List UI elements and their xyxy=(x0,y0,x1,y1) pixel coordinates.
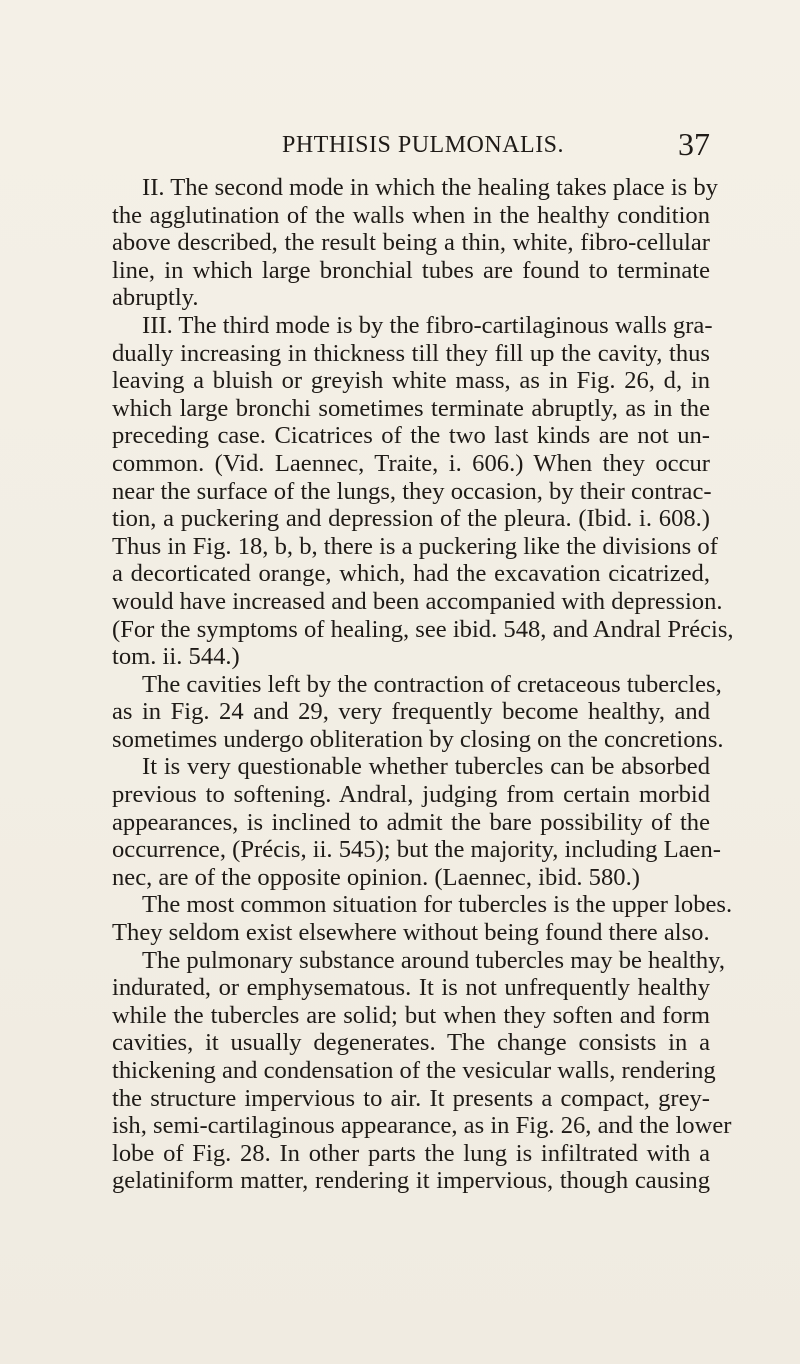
paragraph xyxy=(112,753,721,891)
text-line: line, in which large bronchial tubes are found to terminate xyxy=(112,256,710,284)
text-line: which large bronchi sometimes terminate abruptly, as in the xyxy=(112,394,710,422)
text-line: (For the symptoms of healing, see ibid. 548, and Andral Précis, xyxy=(112,615,734,643)
text-line: the structure impervious to air. It presents a compact, grey- xyxy=(112,1084,710,1112)
text-line: thickening and condensation of the vesicular walls, rendering xyxy=(112,1057,716,1084)
text-line: tom. ii. 544.) xyxy=(112,643,240,671)
text-line: the agglutination of the walls when in the healthy condition xyxy=(112,201,710,229)
text-line: above described, the result being a thin, white, fibro-cellular xyxy=(112,229,710,257)
text-line: tion, a puckering and depression of the pleura. (Ibid. i. 608.) xyxy=(112,505,710,533)
text-line: near the surface of the lungs, they occasion, by their contrac- xyxy=(112,477,712,505)
text-line: gelatiniform matter, rendering it impervious, though causing xyxy=(112,1167,710,1195)
text-line: cavities, it usually degenerates. The change consists in a xyxy=(112,1029,710,1057)
text-line: would have increased and been accompanied with depression. xyxy=(112,587,723,615)
text-line: indurated, or emphysematous. It is not unfrequently healthy xyxy=(112,974,710,1002)
text-line: sometimes undergo obliteration by closing on the concretions. xyxy=(112,725,724,753)
text-line: The pulmonary substance around tubercles may be healthy, xyxy=(142,946,725,974)
text-line: leaving a bluish or greyish white mass, as in Fig. 26, d, in xyxy=(112,367,710,395)
body-text xyxy=(112,174,734,1195)
page-number: 37 xyxy=(678,126,710,162)
text-line: Thus in Fig. 18, b, b, there is a puckering like the divisions of xyxy=(112,532,718,560)
paragraph xyxy=(112,946,732,1195)
text-line: abruptly. xyxy=(112,284,199,312)
paragraph xyxy=(112,891,733,947)
text-line: It is very questionable whether tubercles can be absorbed xyxy=(142,753,710,781)
text-line: The most common situation for tubercles is the upper lobes. xyxy=(142,891,733,919)
paragraph xyxy=(112,174,718,312)
text-line: nec, are of the opposite opinion. (Laennec, ibid. 580.) xyxy=(112,863,640,891)
text-line: previous to softening. Andral, judging from certain morbid xyxy=(112,781,710,809)
text-line: II. The second mode in which the healing takes place is by xyxy=(142,174,718,201)
running-title: PHTHISIS PULMONALIS. xyxy=(282,132,565,158)
running-head xyxy=(262,128,710,168)
text-line: ish, semi-cartilaginous appearance, as in Fig. 26, and the lower xyxy=(112,1112,732,1140)
text-line: common. (Vid. Laennec, Traite, i. 606.) When they occur xyxy=(112,449,710,477)
text-line: dually increasing in thickness till they fill up the cavity, thus xyxy=(112,339,710,367)
text-line: occurrence, (Précis, ii. 545); but the majority, including Laen- xyxy=(112,836,721,864)
paragraph xyxy=(112,311,734,671)
text-line: preceding case. Cicatrices of the two last kinds are not un- xyxy=(112,422,710,450)
text-line: a decorticated orange, which, had the excavation cicatrized, xyxy=(112,560,710,588)
text-line: while the tubercles are solid; but when they soften and form xyxy=(112,1001,710,1029)
text-line: III. The third mode is by the fibro-cartilaginous walls gra- xyxy=(142,311,713,339)
text-line: lobe of Fig. 28. In other parts the lung is infiltrated with a xyxy=(112,1139,710,1167)
text-line: The cavities left by the contraction of cretaceous tubercles, xyxy=(142,670,722,698)
text-line: as in Fig. 24 and 29, very frequently become healthy, and xyxy=(112,698,710,726)
text-line: They seldom exist elsewhere without being found there also. xyxy=(112,919,710,947)
text-line: appearances, is inclined to admit the bare possibility of the xyxy=(112,808,710,836)
paragraph xyxy=(112,670,724,754)
